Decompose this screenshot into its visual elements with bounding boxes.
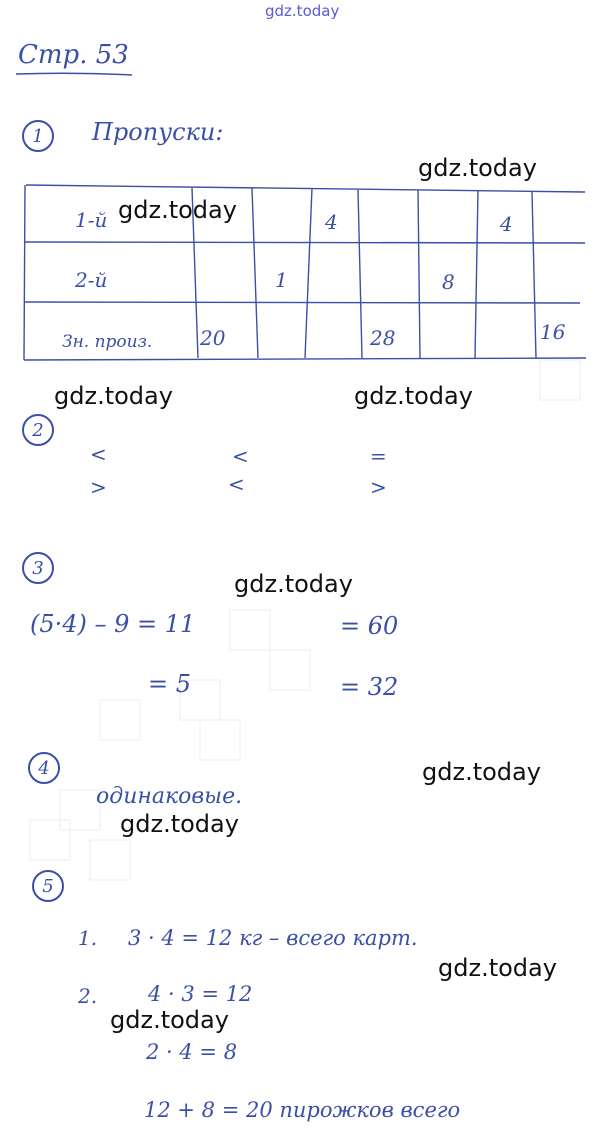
task1-row1-label: 1-й <box>75 208 108 232</box>
task4-number: 4 <box>38 757 50 779</box>
page-label: Стр. 53 <box>18 40 129 70</box>
task3-line1-left: (5·4) – 9 = 11 <box>30 610 196 638</box>
task3-line2-left: = 5 <box>148 670 192 698</box>
watermark: gdz.today <box>422 758 541 786</box>
watermark: gdz.today <box>110 1006 229 1034</box>
task5-line1-num: 1. <box>78 926 98 950</box>
task4-number-circle <box>28 752 60 784</box>
watermark-top: gdz.today <box>265 2 340 20</box>
task2-r2-c1: > <box>90 475 107 499</box>
task5-line4: 12 + 8 = 20 пирожков всего <box>144 1098 461 1122</box>
task1-row2-cell2: 1 <box>275 268 288 292</box>
task2-r1-c3: = <box>370 444 387 468</box>
task1-row3-cell1: 20 <box>200 326 226 350</box>
task3-number-circle <box>22 552 54 584</box>
task5-line3: 2 · 4 = 8 <box>146 1040 238 1064</box>
watermark: gdz.today <box>354 382 473 410</box>
task1-row3-cell4: 28 <box>370 326 396 350</box>
task2-r1-c1: < <box>90 442 107 466</box>
task2-number: 2 <box>32 419 44 441</box>
task5-line2: 4 · 3 = 12 <box>148 982 253 1006</box>
watermark: gdz.today <box>118 196 237 224</box>
task5-line1: 3 · 4 = 12 кг – всего карт. <box>128 926 418 950</box>
task1-row1-cell3: 4 <box>325 210 338 234</box>
task2-r2-c3: > <box>370 475 387 499</box>
task1-row1-cell6: 4 <box>500 212 513 236</box>
watermark: gdz.today <box>54 382 173 410</box>
task5-number-circle <box>32 870 64 902</box>
task1-row2-cell5: 8 <box>442 270 455 294</box>
page-label-underline <box>14 70 134 78</box>
task3-line2-right: = 32 <box>340 673 399 701</box>
task1-row2-label: 2-й <box>75 268 108 292</box>
task1-row3-cell6: 16 <box>540 320 566 344</box>
task3-line1-right: = 60 <box>340 612 399 640</box>
watermark: gdz.today <box>120 810 239 838</box>
task2-r2-c2: < <box>228 472 245 496</box>
task1-title: Пропуски: <box>92 118 224 146</box>
task4-answer: одинаковые. <box>96 784 243 809</box>
task5-number: 5 <box>42 875 54 897</box>
task1-number: 1 <box>32 125 44 147</box>
watermark: gdz.today <box>234 570 353 598</box>
watermark: gdz.today <box>418 154 537 182</box>
task5-line2-num: 2. <box>78 984 98 1008</box>
task2-number-circle <box>22 414 54 446</box>
task1-row3-label: Зн. произ. <box>62 332 153 352</box>
watermark: gdz.today <box>438 954 557 982</box>
task2-r1-c2: < <box>232 444 249 468</box>
task1-number-circle <box>22 120 54 152</box>
task3-number: 3 <box>32 557 44 579</box>
